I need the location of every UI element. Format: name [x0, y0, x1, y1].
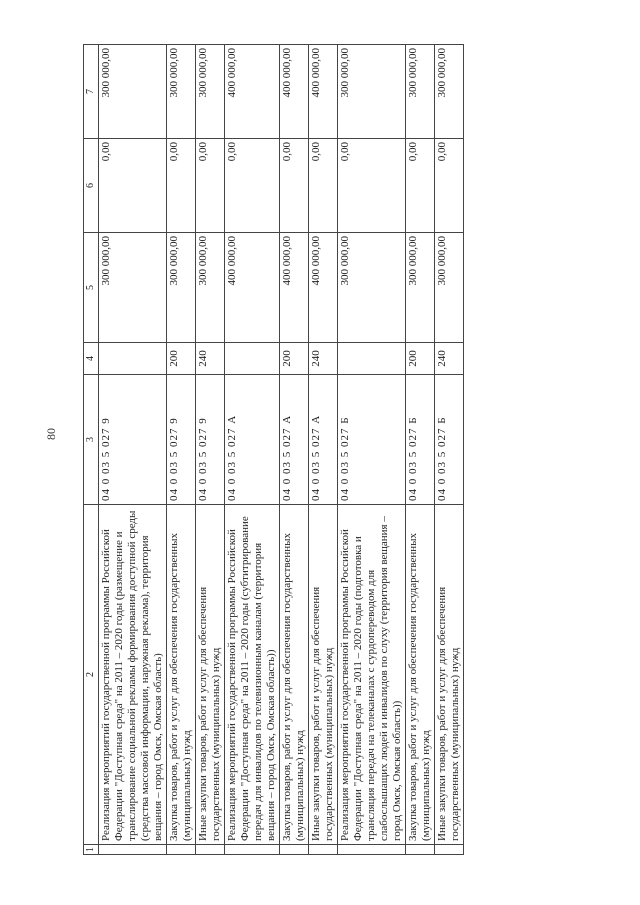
row-col5-cell: 400 000,00 — [280, 233, 309, 343]
row-name-cell: Иные закупки товаров, работ и услуг для обеспечения государственных (муниципальных) нужд — [196, 505, 225, 845]
row-code-cell: 04 0 03 5 027 А — [280, 375, 309, 505]
row-col7-cell: 400 000,00 — [280, 45, 309, 139]
budget-table — [83, 44, 464, 855]
row-index-cell — [167, 845, 196, 855]
row-code-cell: 04 0 03 5 027 Б — [338, 375, 406, 505]
row-col6-cell: 0,00 — [309, 139, 338, 233]
row-index-cell — [406, 845, 435, 855]
table-row — [406, 45, 435, 855]
row-index-cell — [99, 845, 167, 855]
row-col7-cell: 300 000,00 — [196, 45, 225, 139]
row-code-cell: 04 0 03 5 027 9 — [167, 375, 196, 505]
row-col6-cell: 0,00 — [99, 139, 167, 233]
row-name-cell: Закупка товаров, работ и услуг для обеспечения государственных (муниципальных) нужд — [167, 505, 196, 845]
table-row — [99, 45, 167, 855]
row-index-cell — [309, 845, 338, 855]
table-row — [338, 45, 406, 855]
row-name-cell: Реализация мероприятий государственной программы Российской Федерации "Доступная среда" на 2011 – 2020 годы (размещение и транслирование социальной рекламы формирования доступной среды (средства массовой информации, наружная реклама), территория вещания – город Омск, Омская область) — [99, 505, 167, 845]
rotated-table-container — [83, 45, 613, 855]
row-col5-cell: 300 000,00 — [435, 233, 464, 343]
row-col7-cell: 300 000,00 — [99, 45, 167, 139]
table-row — [309, 45, 338, 855]
row-kvr-cell — [99, 343, 167, 375]
row-code-cell: 04 0 03 5 027 Б — [406, 375, 435, 505]
row-index-cell — [196, 845, 225, 855]
row-col5-cell: 400 000,00 — [309, 233, 338, 343]
row-code-cell: 04 0 03 5 027 А — [309, 375, 338, 505]
row-col6-cell: 0,00 — [435, 139, 464, 233]
header-cell: 4 — [84, 343, 99, 375]
table-row — [196, 45, 225, 855]
page-number: 80 — [44, 428, 58, 440]
row-code-cell: 04 0 03 5 027 9 — [99, 375, 167, 505]
row-col6-cell: 0,00 — [406, 139, 435, 233]
row-col7-cell: 300 000,00 — [338, 45, 406, 139]
row-code-cell: 04 0 03 5 027 9 — [196, 375, 225, 505]
row-name-cell: Реализация мероприятий государственной программы Российской Федерации "Доступная среда" на 2011 – 2020 годы (подготовка и трансляция передач на телеканалах с сурдопереводом для слабослышащих людей и инвалидов по слуху (территория вещания – город Омск, Омская область)) — [338, 505, 406, 845]
row-code-cell: 04 0 03 5 027 А — [225, 375, 280, 505]
row-col5-cell: 300 000,00 — [99, 233, 167, 343]
table-row — [280, 45, 309, 855]
row-name-cell: Закупка товаров, работ и услуг для обеспечения государственных (муниципальных) нужд — [280, 505, 309, 845]
table-header-row — [84, 45, 99, 855]
row-name-cell: Реализация мероприятий государственной программы Российской Федерации "Доступная среда" на 2011 – 2020 годы (субтитрирование передач для инвалидов по телевизионным каналам (территория вещания – город Омск, Омская область)) — [225, 505, 280, 845]
row-col5-cell: 300 000,00 — [406, 233, 435, 343]
table-row — [435, 45, 464, 855]
row-col6-cell: 0,00 — [167, 139, 196, 233]
row-name-cell: Иные закупки товаров, работ и услуг для обеспечения государственных (муниципальных) нужд — [309, 505, 338, 845]
row-kvr-cell: 240 — [196, 343, 225, 375]
header-cell: 2 — [84, 505, 99, 845]
table-row — [225, 45, 280, 855]
row-col6-cell: 0,00 — [280, 139, 309, 233]
row-kvr-cell: 200 — [167, 343, 196, 375]
row-col6-cell: 0,00 — [225, 139, 280, 233]
row-index-cell — [435, 845, 464, 855]
row-col6-cell: 0,00 — [338, 139, 406, 233]
row-col7-cell: 400 000,00 — [225, 45, 280, 139]
row-col7-cell: 300 000,00 — [435, 45, 464, 139]
row-code-cell: 04 0 03 5 027 Б — [435, 375, 464, 505]
row-index-cell — [338, 845, 406, 855]
row-index-cell — [280, 845, 309, 855]
row-kvr-cell: 200 — [406, 343, 435, 375]
row-kvr-cell: 200 — [280, 343, 309, 375]
row-col7-cell: 300 000,00 — [406, 45, 435, 139]
row-col5-cell: 300 000,00 — [167, 233, 196, 343]
row-col5-cell: 300 000,00 — [338, 233, 406, 343]
header-cell: 3 — [84, 375, 99, 505]
row-kvr-cell: 240 — [309, 343, 338, 375]
row-kvr-cell — [225, 343, 280, 375]
header-cell: 5 — [84, 233, 99, 343]
row-col7-cell: 400 000,00 — [309, 45, 338, 139]
row-kvr-cell — [338, 343, 406, 375]
row-col5-cell: 400 000,00 — [225, 233, 280, 343]
row-col5-cell: 300 000,00 — [196, 233, 225, 343]
header-cell: 7 — [84, 45, 99, 139]
row-name-cell: Закупка товаров, работ и услуг для обеспечения государственных (муниципальных) нужд — [406, 505, 435, 845]
row-col6-cell: 0,00 — [196, 139, 225, 233]
row-index-cell — [225, 845, 280, 855]
row-name-cell: Иные закупки товаров, работ и услуг для обеспечения государственных (муниципальных) нужд — [435, 505, 464, 845]
table-row — [167, 45, 196, 855]
row-col7-cell: 300 000,00 — [167, 45, 196, 139]
header-cell: 6 — [84, 139, 99, 233]
header-cell: 1 — [84, 845, 99, 855]
row-kvr-cell: 240 — [435, 343, 464, 375]
